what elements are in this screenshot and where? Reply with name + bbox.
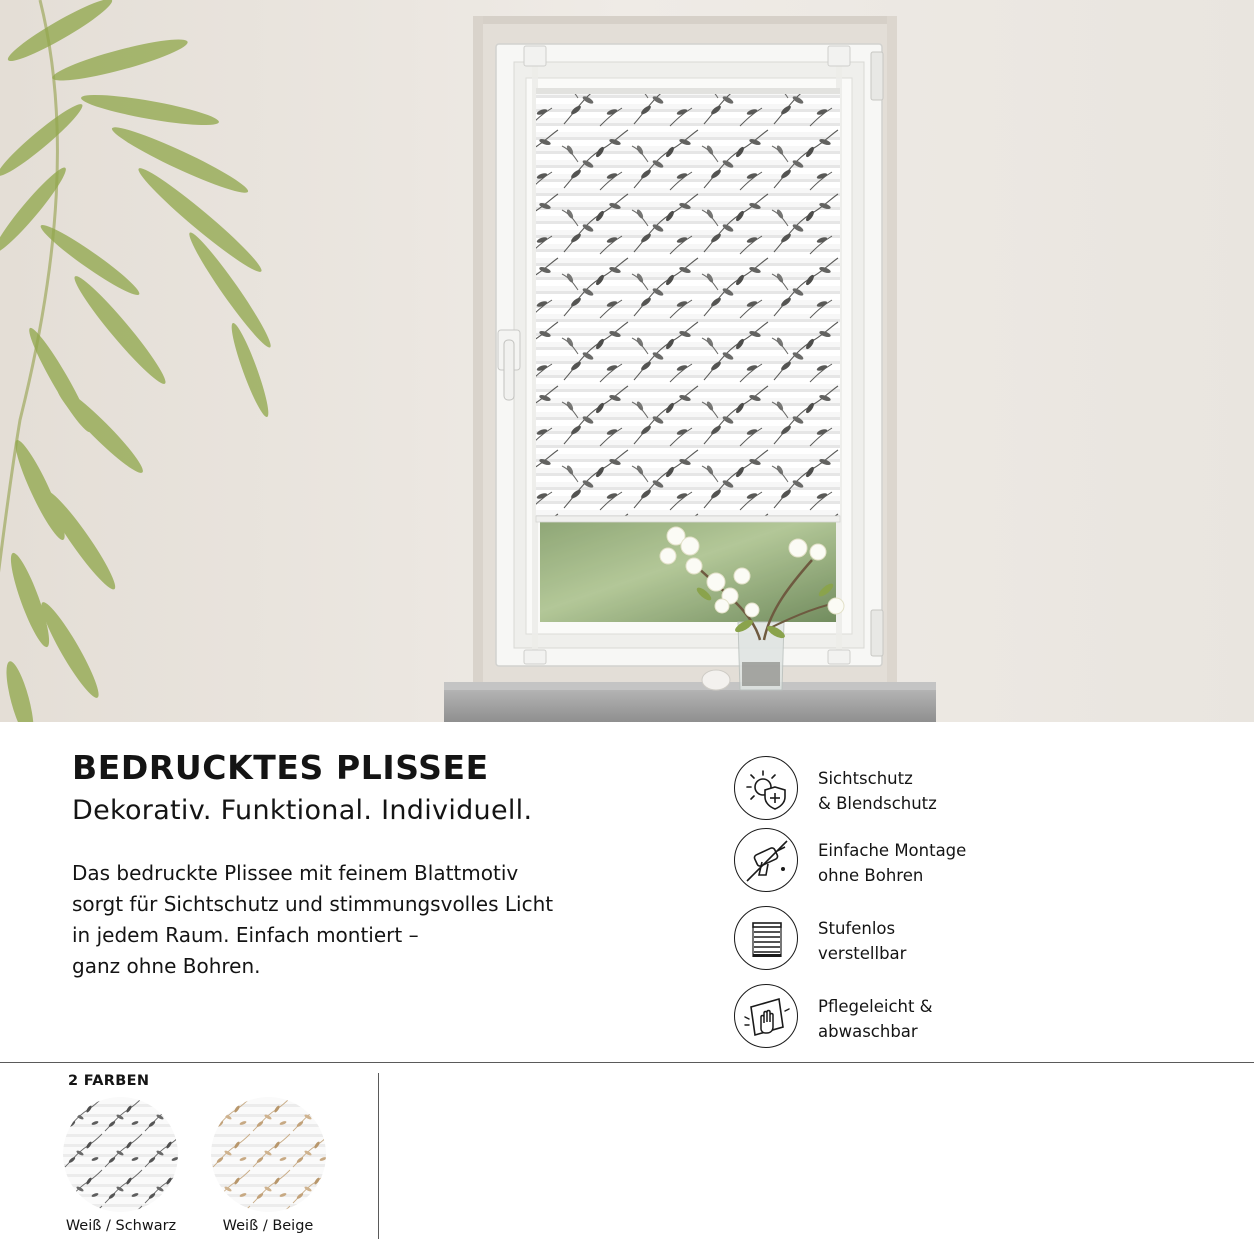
feature-label: Einfache Montage ohne Bohren <box>818 841 967 885</box>
feature-label: Pflegeleicht & abwaschbar <box>818 997 933 1041</box>
feature-item-mounting <box>734 828 1194 892</box>
swatch-white-beige[interactable] <box>211 1097 326 1212</box>
sun-shield-icon <box>734 756 798 820</box>
wiping-hand-icon <box>734 984 798 1048</box>
product-description: Das bedruckte Plissee mit feinem Blattmotiv sorgt für Sichtschutz und stimmungsvolles Licht in jedem Raum. Einfach montiert – ganz ohne Bohren. <box>72 861 554 978</box>
swatch-white-black[interactable] <box>63 1097 178 1212</box>
drill-crossed-icon <box>734 828 798 892</box>
feature-label: Stufenlos verstellbar <box>818 919 907 963</box>
product-subtitle: Dekorativ. Funktional. Individuell. <box>72 795 533 826</box>
swatch-label: Weiß / Beige <box>222 1218 314 1234</box>
vertical-divider <box>378 1073 379 1239</box>
feature-item-care <box>734 984 1194 1048</box>
feature-item-adjustable <box>734 906 1194 970</box>
pleated-blind-icon <box>734 906 798 970</box>
feature-item-privacy <box>734 756 1194 820</box>
swatch-label: Weiß / Schwarz <box>65 1218 177 1234</box>
section-divider <box>0 1062 1254 1063</box>
product-title: BEDRUCKTES PLISSEE <box>72 748 489 787</box>
feature-label: Sichtschutz & Blendschutz <box>818 769 937 813</box>
colors-heading: 2 FARBEN <box>68 1073 150 1089</box>
